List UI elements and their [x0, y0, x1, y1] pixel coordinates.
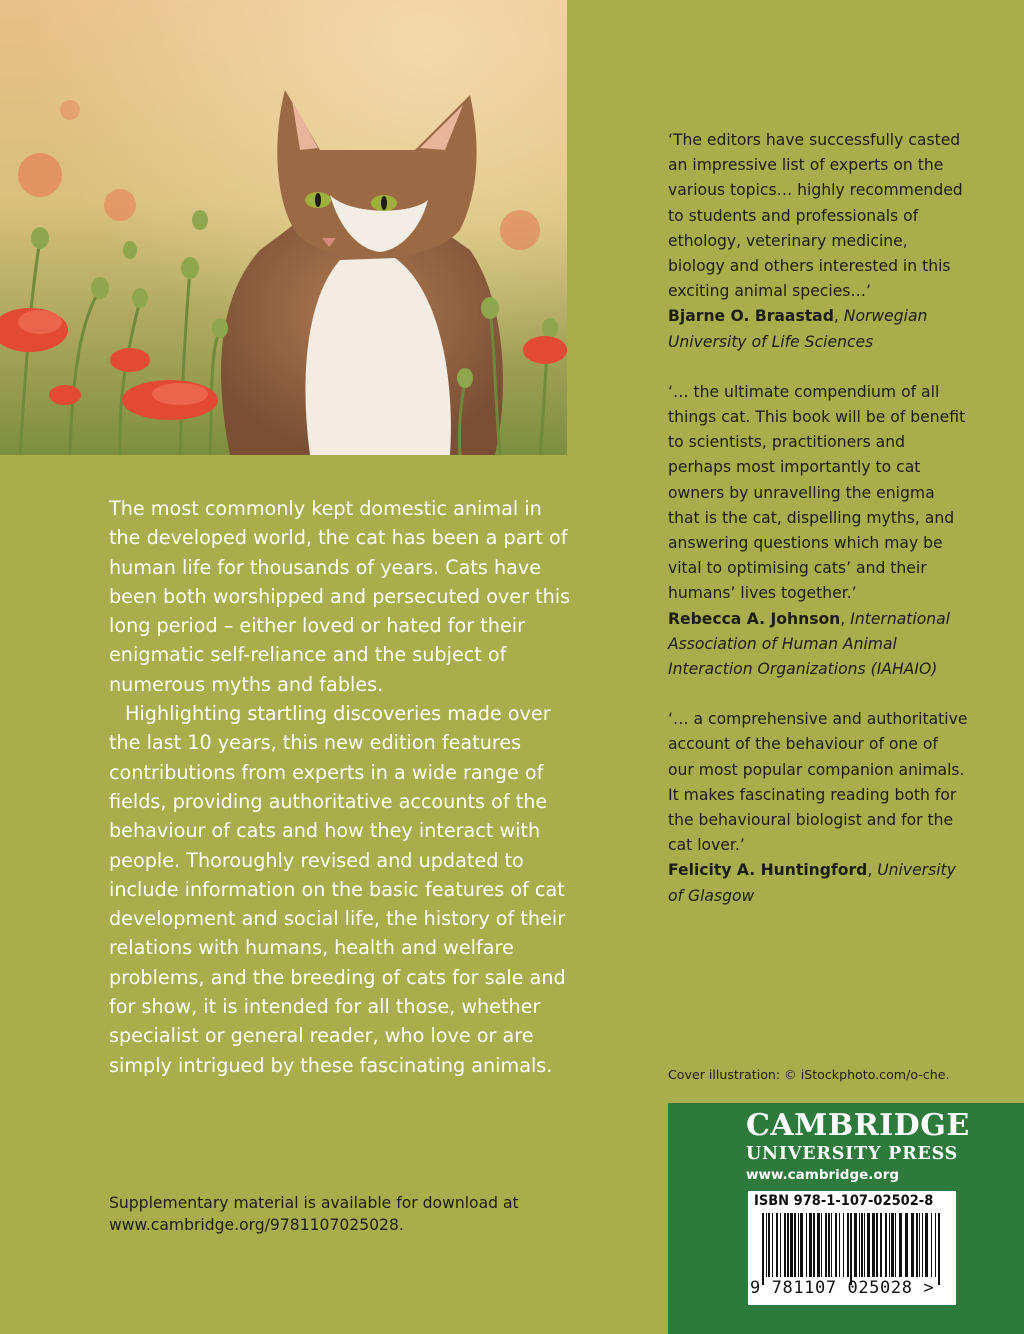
barcode-bar [916, 1213, 918, 1277]
barcode-bar [839, 1213, 840, 1277]
quote-affiliation: University of Glasgow [668, 861, 956, 905]
barcode-bar [794, 1213, 796, 1277]
barcode-bar [790, 1213, 793, 1277]
barcode-bar [872, 1213, 875, 1277]
barcode-bar [922, 1213, 923, 1277]
barcode-bar [817, 1213, 820, 1277]
description-paragraph-1: The most commonly kept domestic animal in the developed world, the cat has been a part of human life for thousands of years. Cats have been both worshipped and persecuted over this long period – either loved or hated for their enigmatic self-reliance and the subject of numerous myths and fables. [109, 497, 571, 696]
barcode-bar [772, 1213, 773, 1277]
quote-attribution: Felicity A. Huntingford, University of Glasgow [668, 861, 956, 905]
barcode-bar [825, 1213, 827, 1277]
barcode-bar [891, 1213, 894, 1277]
barcode-bar [821, 1213, 822, 1277]
quote-author: Bjarne O. Braastad [668, 307, 834, 326]
barcode-bar [850, 1213, 852, 1285]
publisher-block [668, 1103, 1024, 1334]
barcode-bar [806, 1213, 807, 1277]
quote-affiliation: International Association of Human Animal Interaction Organizations (IAHAIO) [668, 609, 951, 679]
barcode-bar [784, 1213, 786, 1277]
review-quote-1 [668, 128, 968, 355]
quote-author: Felicity A. Huntingford [668, 861, 868, 880]
quote-attribution: Bjarne O. Braastad, Norwegian University of Life Sciences [668, 307, 928, 351]
isbn-barcode [748, 1191, 956, 1305]
barcode-bar [780, 1213, 781, 1277]
barcode-bar [835, 1213, 837, 1277]
barcode-bar [876, 1213, 878, 1277]
description-paragraph-2: Highlighting startling discoveries made over the last 10 years, this new edition features contributions from experts in a wide range of fields, providing authoritative accounts of the behaviour of cats and how they interact with people. Thoroughly revised and updated to include information on the basic features of cat development and social life, the history of their relations with humans, health and welfare problems, and the breeding of cats for sale and for show, it is intended for all those, whether specialist or general reader, who love or are simply intrigued by these fascinating animals. [109, 702, 566, 1077]
publisher-logo [746, 1109, 970, 1185]
cat-photo-illustration [0, 0, 567, 455]
cover-photo [0, 0, 567, 455]
barcode-bar [776, 1213, 778, 1277]
barcode-bar [889, 1213, 890, 1277]
barcode-bar [899, 1213, 902, 1277]
publisher-subtitle: UNIVERSITY PRESS [746, 1144, 959, 1164]
barcode-bar [864, 1213, 865, 1277]
barcode-bar [843, 1213, 844, 1277]
barcode-bar [847, 1213, 849, 1277]
quote-text: ‘The editors have successfully casted an impressive list of experts on the various topics… highly recommended to students and professionals of ethology, veterinary medicine, biology and others interested in this exciting animal species…’ [668, 131, 963, 301]
quote-text: ‘… a comprehensive and authoritative account of the behaviour of one of our most popular companion animals. It makes fascinating reading both for the behavioural biologist and for the cat lover.’ [668, 710, 968, 855]
barcode-bar [905, 1213, 908, 1277]
quote-affiliation: Norwegian University of Life Sciences [668, 307, 928, 351]
barcode-bar [809, 1213, 812, 1277]
barcode-bar [813, 1213, 815, 1277]
barcode-bar [931, 1213, 932, 1277]
quote-text: ‘… the ultimate compendium of all things cat. This book will be of benefit to scientists, practitioners and perhaps most importantly to cat owners by unravelling the enigma that is the cat, dispelling myths, and answering questions which may be vital to optimising cats’ and their humans’ lives together.’ [668, 382, 966, 603]
barcode-digits: 9 781107 025028 > [750, 1278, 935, 1298]
isbn-label: ISBN 978-1-107-02502-8 [754, 1193, 934, 1209]
supplementary-line-1: Supplementary material is available for download at [109, 1194, 519, 1212]
barcode-bar [938, 1213, 940, 1285]
supplementary-link: www.cambridge.org/9781107025028. [109, 1216, 404, 1234]
book-description [109, 494, 571, 1080]
barcode-bar [859, 1213, 860, 1277]
barcode-bar [762, 1213, 764, 1285]
quote-author: Rebecca A. Johnson [668, 609, 841, 628]
publisher-name: CAMBRIDGE [746, 1108, 970, 1143]
barcode-bar [828, 1213, 830, 1277]
quote-attribution: Rebecca A. Johnson, International Association of Human Animal Interaction Organizations (IAHAIO) [668, 609, 951, 679]
barcode-bar [919, 1213, 920, 1277]
barcode-bar [787, 1213, 789, 1277]
barcode-bar [880, 1213, 882, 1277]
barcode-bar [867, 1213, 870, 1277]
review-quotes [668, 128, 968, 934]
barcode-bar [798, 1213, 799, 1277]
barcode-bar [768, 1213, 770, 1277]
barcode-bar [895, 1213, 896, 1277]
cover-credit: Cover illustration: © iStockphoto.com/o-che. [668, 1067, 950, 1082]
barcode-bar [766, 1213, 767, 1277]
barcode-bar [925, 1213, 928, 1277]
review-quote-3 [668, 707, 968, 909]
barcode-bar [800, 1213, 803, 1277]
supplementary-note [109, 1192, 579, 1236]
barcode-bar [831, 1213, 832, 1277]
barcode-bar [911, 1213, 914, 1277]
barcode-bar [935, 1213, 936, 1277]
review-quote-2 [668, 380, 968, 682]
publisher-url: www.cambridge.org [746, 1167, 900, 1183]
barcode-bar [854, 1213, 857, 1277]
barcode-bar [861, 1213, 863, 1277]
barcode-bar [885, 1213, 887, 1277]
